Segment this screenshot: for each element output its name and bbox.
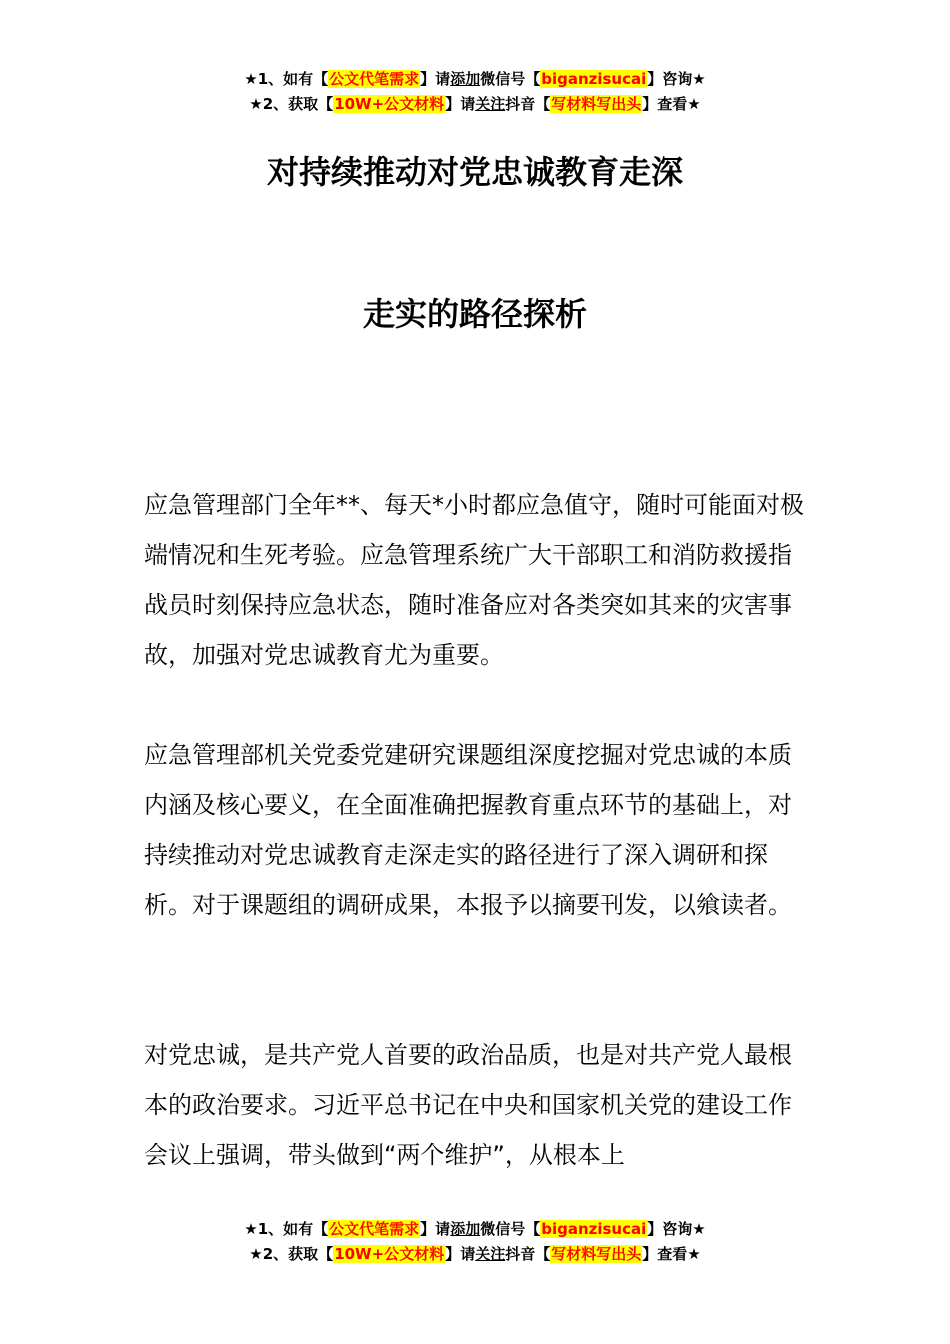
banner-underlined-text: 关注 [475,95,506,113]
banner-text: 】查看★ [642,95,701,113]
banner-underlined-text: 添加 [450,70,481,88]
banner-text: 】请 [445,1245,476,1263]
body-paragraph: 应急管理部机关党委党建研究课题组深度挖掘对党忠诚的本质内涵及核心要义，在全面准确把握教育重点环节的基础上，对持续推动对党忠诚教育走深走实的路径进行了深入调研和探析。对于课题组的调研成果，本报予以摘要刊发，以飨读者。 [144,741,792,919]
banner-text: ★1、如有【 [244,70,329,88]
banner-text: ★2、获取【 [249,1245,334,1263]
banner-text: 微信号【 [480,70,541,88]
banner-highlight: biganzisucai [541,1220,647,1238]
banner-line-2 [0,1242,950,1267]
banner-highlight: 公文代笔需求 [329,1220,420,1238]
banner-text: ★2、获取【 [249,95,334,113]
footer-banner [0,1217,950,1267]
header-banner [0,67,950,117]
banner-text: 微信号【 [480,1220,541,1238]
banner-text: 】查看★ [642,1245,701,1263]
document-title-line-1: 对持续推动对党忠诚教育走深 [266,153,683,191]
body-paragraph: 对党忠诚，是共产党人首要的政治品质，也是对共产党人最根本的政治要求。习近平总书记在中央和国家机关党的建设工作会议上强调，带头做到“两个维护”，从根本上 [144,1041,792,1169]
banner-text: 抖音【 [505,1245,551,1263]
banner-highlight: biganzisucai [541,70,647,88]
banner-line-2 [0,92,950,117]
banner-highlight: 公文代笔需求 [329,70,420,88]
banner-text: 】请 [420,70,451,88]
banner-line-1 [0,1217,950,1242]
banner-text: 】请 [420,1220,451,1238]
banner-underlined-text: 关注 [475,1245,506,1263]
document-title-line-2: 走实的路径探析 [362,295,587,333]
banner-text: 】咨询★ [647,1220,706,1238]
banner-highlight: 写材料写出头 [551,1245,642,1263]
banner-highlight: 写材料写出头 [551,95,642,113]
banner-highlight: 10W+公文材料 [334,1245,445,1263]
banner-underlined-text: 添加 [450,1220,481,1238]
banner-text: 抖音【 [505,95,551,113]
banner-text: 】请 [445,95,476,113]
banner-highlight: 10W+公文材料 [334,95,445,113]
banner-line-1 [0,67,950,92]
body-paragraph: 应急管理部门全年**、每天*小时都应急值守，随时可能面对极端情况和生死考验。应急管理系统广大干部职工和消防救援指战员时刻保持应急状态，随时准备应对各类突如其来的灾害事故，加强对党忠诚教育尤为重要。 [144,491,804,669]
banner-text: 】咨询★ [647,70,706,88]
banner-text: ★1、如有【 [244,1220,329,1238]
